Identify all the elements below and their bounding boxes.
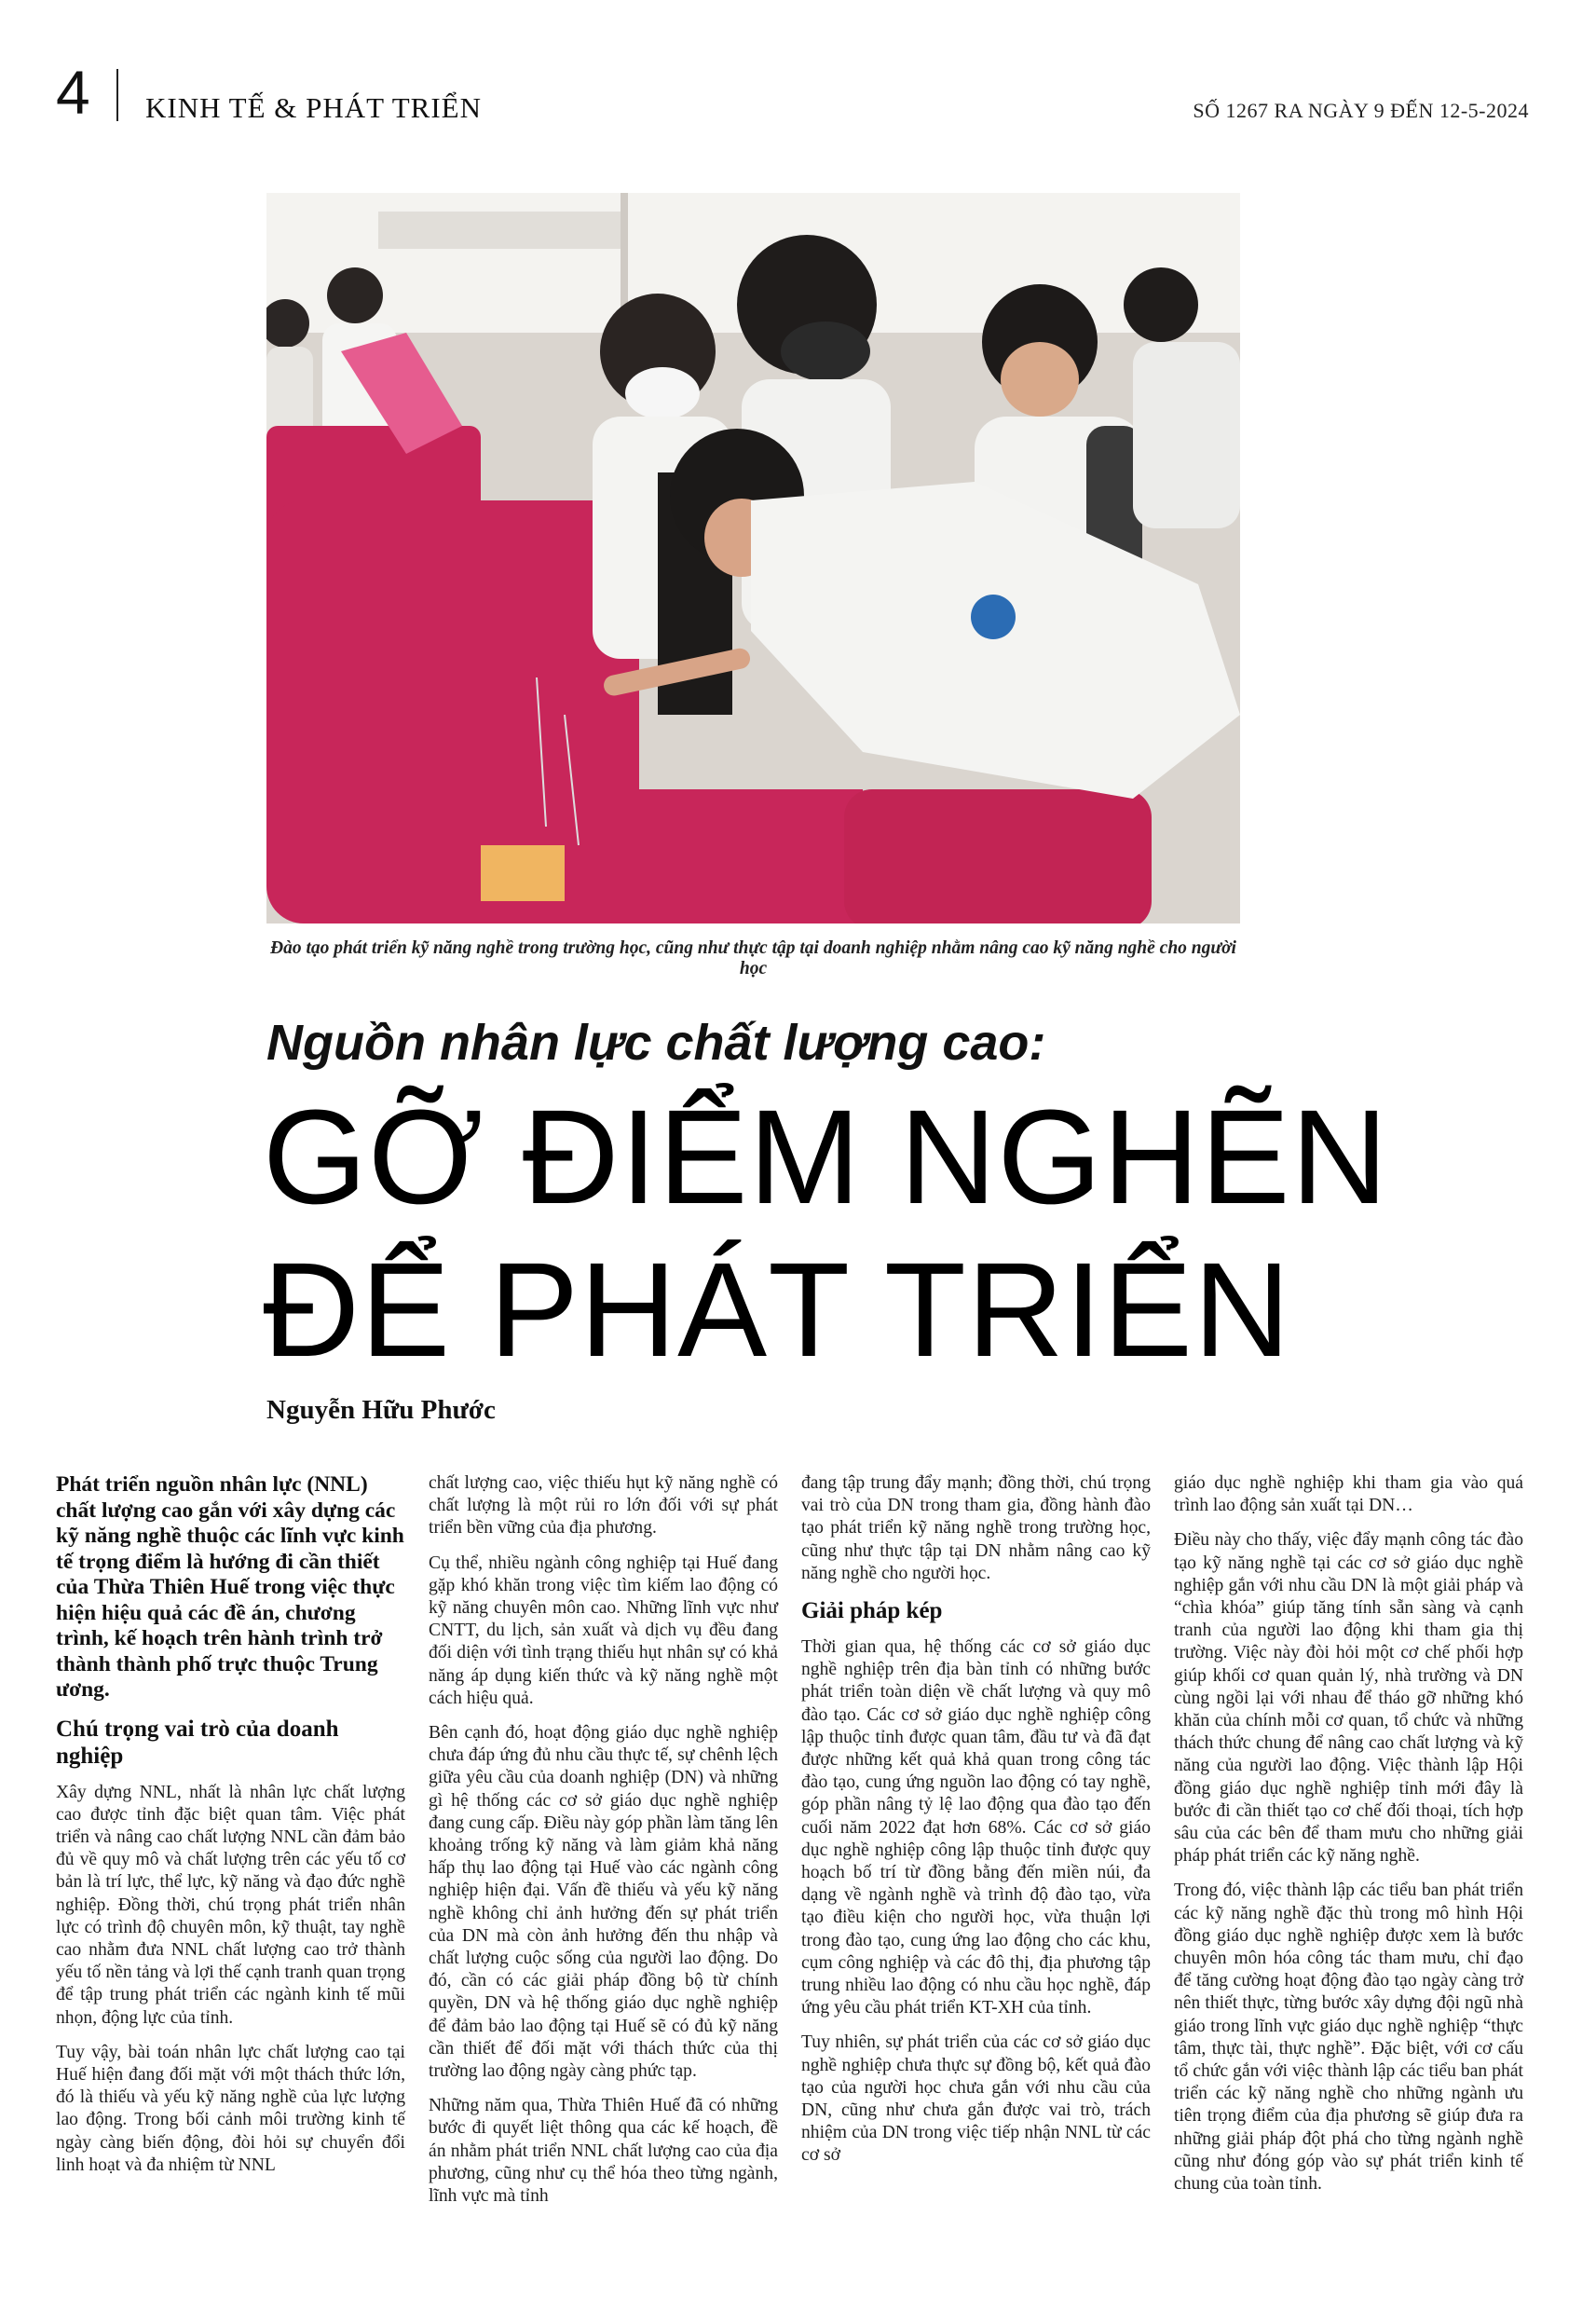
article-headline — [263, 1081, 1389, 1387]
paragraph: Xây dựng NNL, nhất là nhân lực chất lượng cao được tỉnh đặc biệt quan tâm. Việc phát triển và nâng cao chất lượng NNL cần đảm bảo đủ về quy mô và chất lượng trên các yếu tố cơ bản là trí lực, thể lực, kỹ năng và đạo đức nghề nghiệp. Đồng thời, chú trọng phát triển nhân lực có trình độ chuyên môn, kỹ thuật, tay nghề cao nhằm đưa NNL chất lượng cao trở thành yếu tố nền tảng và lợi thế cạnh tranh quan trọng để tập trung phát triển các ngành kinh tế mũi nhọn, động lực của tỉnh. — [56, 1782, 405, 2028]
paragraph: Điều này cho thấy, việc đẩy mạnh công tác đào tạo kỹ năng nghề tại các cơ sở giáo dục nghề nghiệp gắn với nhu cầu DN là một giải pháp và “chìa khóa” giúp tăng tính sẵn sàng và cạnh tranh của người lao động khi tham gia thị trường. Việc này đòi hỏi một cơ chế phối hợp giúp khối cơ quan quản lý, nhà trường và DN cùng ngồi lại với nhau để tháo gỡ những khó khăn của chính mỗi cơ quan, tổ chức và những thách thức chung để nâng cao chất lượng và kỹ năng của người lao động. Việc thành lập Hội đồng giáo dục nghề nghiệp tỉnh mới đây là bước đi cần thiết tạo cơ chế đối thoại, tích hợp sâu của các bên để tham mưu cho những giải pháp phát triển các kỹ năng nghề. — [1174, 1530, 1523, 1867]
section-title: KINH TẾ & PHÁT TRIỂN — [145, 91, 482, 124]
paragraph: Những năm qua, Thừa Thiên Huế đã có những bước đi quyết liệt thông qua các kế hoạch, đề án nhằm phát triển NNL chất lượng cao của địa phương, cũng như cụ thể hóa theo từng ngành, lĩnh vực mà tỉnh — [429, 2096, 778, 2207]
issue-info: SỐ 1267 RA NGÀY 9 ĐẾN 12-5-2024 — [1193, 99, 1529, 122]
header-divider — [116, 69, 118, 121]
subheading-business-role: Chú trọng vai trò của doanh nghiệp — [56, 1716, 339, 1769]
page-header — [0, 0, 1596, 140]
page-number: 4 — [56, 58, 90, 127]
article-column-3 — [801, 1472, 1151, 2180]
article-photo — [266, 193, 1240, 923]
paragraph: Tuy vậy, bài toán nhân lực chất lượng cao tại Huế hiện đang đối mặt với một thách thức lớn, đó là thiếu và yếu kỹ năng nghề của lực lượng lao động. Trong bối cảnh môi trường kinh tế ngày càng biến động, đòi hỏi sự chuyển đổi linh hoạt và đa nhiệm từ NNL — [56, 2042, 405, 2175]
paragraph: Thời gian qua, hệ thống các cơ sở giáo dục nghề nghiệp trên địa bàn tỉnh có những bước phát triển toàn diện về chất lượng và quy mô đào tạo. Các cơ sở giáo dục nghề nghiệp công lập thuộc tỉnh được quan tâm, đầu tư và đã đạt được những kết quả khả quan trong công tác đào tạo, cung ứng nguồn lao động có tay nghề, góp phần nâng tỷ lệ lao động qua đào tạo đến cuối năm 2022 đạt hơn 68%. Các cơ sở giáo dục nghề nghiệp công lập thuộc tỉnh được quy hoạch bố trí từ đồng bằng đến miền núi, đa dạng về ngành nghề và trình độ đào tạo, vừa tạo điều kiện cho người học, vừa thuận lợi trong đào tạo, cung ứng lao động cho các khu, cụm công nghiệp và các đô thị, địa phương tập trung nhiều lao động có nhu cầu học nghề, đáp ứng yêu cầu phát triển KT-XH của tỉnh. — [801, 1637, 1151, 2018]
article-kicker: Nguồn nhân lực chất lượng cao: — [266, 1015, 1046, 1071]
paragraph: Cụ thể, nhiều ngành công nghiệp tại Huế đang gặp khó khăn trong việc tìm kiếm lao động có kỹ năng chuyên môn cao. Những lĩnh vực như CNTT, du lịch, sản xuất và dịch vụ đều đang đối diện với tình trạng thiếu hụt nhân sự có khả năng áp dụng kiến thức và kỹ năng nghề một cách hiệu quả. — [429, 1553, 778, 1708]
photo-caption: Đào tạo phát triển kỹ năng nghề trong trường học, cũng như thực tập tại doanh nghiệp nhằm nâng cao kỹ năng nghề cho người học — [270, 938, 1236, 978]
paragraph: chất lượng cao, việc thiếu hụt kỹ năng nghề có chất lượng là một rủi ro lớn đối với sự phát triển bền vững của địa phương. — [429, 1473, 778, 1539]
headline-line-2: ĐỂ PHÁT TRIỂN — [263, 1235, 1291, 1385]
paragraph: Trong đó, việc thành lập các tiểu ban phát triển các kỹ năng nghề đặc thù trong mô hình Hội đồng giáo dục nghề nghiệp được xem là bước chuyên môn hóa công tác tham mưu, chỉ đạo để tăng cường hoạt động đào tạo ngày càng trở nên thiết thực, từng bước xây dựng đội ngũ nhà giáo trong lĩnh vực giáo dục nghề nghiệp “thực tâm, thực tài, thực nghề”. Đặc biệt, với cơ cấu tổ chức gắn với việc thành lập các tiểu ban phát triển các kỹ năng nghề cho những ngành ưu tiên trọng điểm của địa phương sẽ giúp đưa ra những giải pháp đột phá cho từng ngành nghề cũng như đóng góp vào sự phát triển kinh tế chung của toàn tỉnh. — [1174, 1881, 1523, 2195]
subheading-dual-solution: Giải pháp kép — [801, 1598, 943, 1624]
headline-line-1: GỠ ĐIỂM NGHẼN — [263, 1082, 1389, 1232]
students-photo-illustration — [266, 193, 1240, 923]
article-column-2 — [429, 1472, 778, 2220]
article-column-4 — [1174, 1472, 1523, 2208]
paragraph: giáo dục nghề nghiệp khi tham gia vào quá trình lao động sản xuất tại DN… — [1174, 1473, 1523, 1516]
paragraph: đang tập trung đẩy mạnh; đồng thời, chú trọng vai trò của DN trong tham gia, đồng hành đào tạo phát triển kỹ năng nghề trong trường học, cũng như thực tập tại DN nhằm nâng cao kỹ năng nghề cho người học. — [801, 1473, 1151, 1583]
article-column-1 — [56, 1472, 405, 2189]
article-byline: Nguyễn Hữu Phước — [266, 1395, 496, 1425]
paragraph: Tuy nhiên, sự phát triển của các cơ sở giáo dục nghề nghiệp chưa thực sự đồng bộ, kết quả đào tạo của người học chưa gắn với nhu cầu của DN, cũng như chưa gắn được vai trò, trách nhiệm của DN trong việc tiếp nhận NNL từ các cơ sở — [801, 2032, 1151, 2166]
paragraph: Bên cạnh đó, hoạt động giáo dục nghề nghiệp chưa đáp ứng đủ nhu cầu thực tế, sự chênh lệch giữa yêu cầu của doanh nghiệp (DN) và những gì hệ thống các cơ sở giáo dục nghề nghiệp đang cung cấp. Điều này góp phần làm tăng lên khoảng trống kỹ năng và làm giảm khả năng hấp thụ lao động tại Huế vào các ngành công nghiệp hiện đại. Vấn đề thiếu và yếu kỹ năng nghề không chỉ ảnh hưởng đến sự phát triển của DN mà còn ảnh hưởng đến thu nhập và chất lượng cuộc sống của người lao động. Do đó, cần có các giải pháp đồng bộ từ chính quyền, DN và hệ thống giáo dục nghề nghiệp để đảm bảo lao động tại Huế sẽ có đủ kỹ năng cần thiết để đối mặt với thách thức của thị trường lao động ngày càng phức tạp. — [429, 1723, 778, 2082]
article-lead: Phát triển nguồn nhân lực (NNL) chất lượng cao gắn với xây dựng các kỹ năng nghề thuộc các lĩnh vực kinh tế trọng điểm là hướng đi cần thiết của Thừa Thiên Huế trong việc thực hiện hiệu quả các đề án, chương trình, kế hoạch trên hành trình trở thành thành phố trực thuộc Trung ương. — [56, 1472, 404, 1702]
